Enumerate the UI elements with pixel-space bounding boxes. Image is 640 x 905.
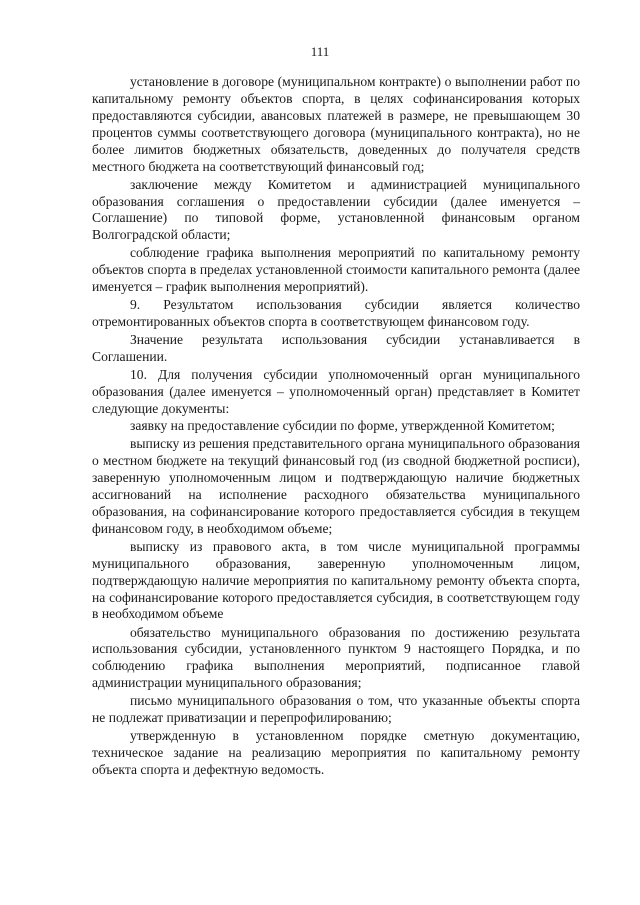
paragraph-agreement-condition: заключение между Комитетом и администрацией муниципального образования соглашения о предоставлении субсидии (далее именуется – Соглашение) по типовой форме, установленной финансовым органом Волгоградской области; (92, 176, 580, 243)
paragraph-budget-extract: выписку из решения представительного органа муниципального образования о местном бюджете на текущий финансовый год (из сводной бюджетной росписи), заверенную уполномоченным лицом и подтверждающую наличие бюджетных ассигнований на исполнение расходного обязательства муниципального образования, на софинансирование которого предоставляется субсидия в текущем финансовом году, в необходимом объеме; (92, 436, 580, 536)
paragraph-advance-payment-condition: установление в договоре (муниципальном контракте) о выполнении работ по капитальному ремонту объектов спорта, в целях софинансирования которых предоставляются субсидии, авансовых платежей в размере, не превышающем 30 процентов суммы соответствующего договора (муниципального контракта), но не более лимитов бюджетных обязательств, доведенных до получателя средств местного бюджета на соответствующий финансовый год; (92, 74, 580, 174)
paragraph-estimate-documentation: утвержденную в установленном порядке сметную документацию, техническое задание на реализацию мероприятия по капитальному ремонту объекта спорта и дефектную ведомость. (92, 728, 580, 778)
page-number: 111 (310, 44, 330, 59)
paragraph-9-result: 9. Результатом использования субсидии является количество отремонтированных объектов спорта в соответствующем финансовом году. (92, 297, 580, 330)
paragraph-10-documents: 10. Для получения субсидии уполномоченный орган муниципального образования (далее именуется – уполномоченный орган) представляет в Комитет следующие документы: (92, 367, 580, 417)
paragraph-schedule-condition: соблюдение графика выполнения мероприятий по капитальному ремонту объектов спорта в пределах установленной стоимости капитального ремонта (далее именуется – график выполнения мероприятий). (92, 245, 580, 295)
paragraph-obligation: обязательство муниципального образования по достижению результата использования субсидии, установленного пунктом 9 настоящего Порядка, и по соблюдению графика выполнения мероприятий, подписанное главой администрации муниципального образования; (92, 624, 580, 691)
paragraph-application: заявку на предоставление субсидии по форме, утвержденной Комитетом; (130, 418, 555, 434)
paragraph-result-value: Значение результата использования субсидии устанавливается в Соглашении. (92, 332, 580, 365)
paragraph-legal-act-extract: выписку из правового акта, в том числе муниципальной программы муниципального образования, заверенную уполномоченным лицом, подтверждающую наличие мероприятия по капитальному ремонту объекта спорта, на софинансирование которого предоставляется субсидия, в соответствующем году в необходимом объеме (92, 538, 580, 622)
paragraph-privatization-letter: письмо муниципального образования о том, что указанные объекты спорта не подлежат приватизации и перепрофилированию; (92, 693, 580, 726)
document-body (92, 74, 580, 780)
